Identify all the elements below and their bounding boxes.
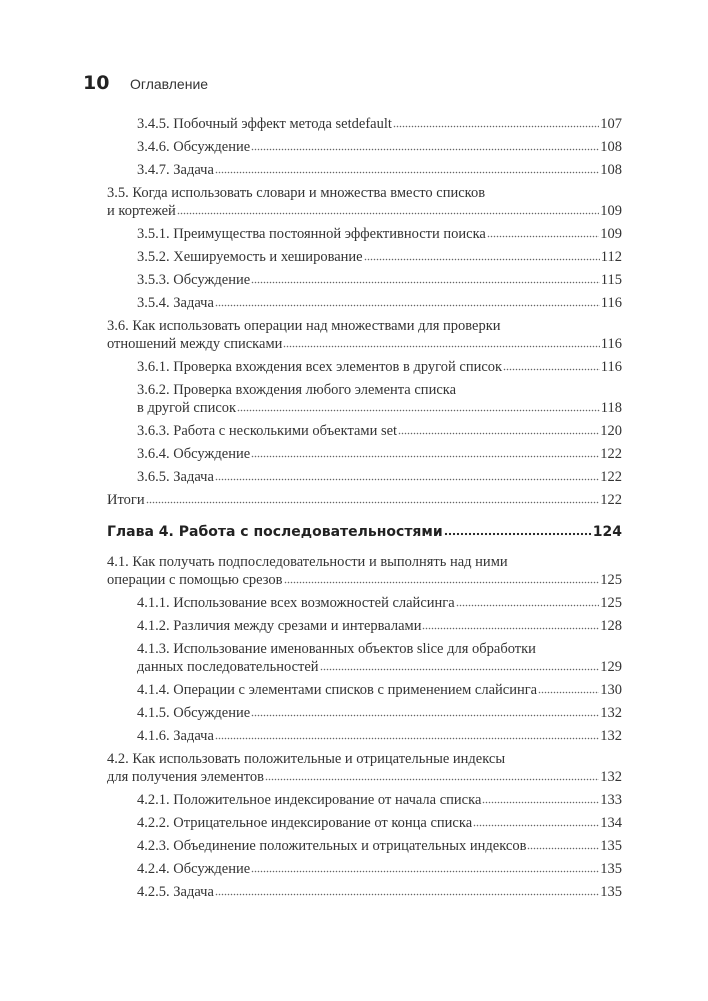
entry-page-number: 124	[592, 524, 622, 540]
entry-page-number: 135	[600, 884, 622, 900]
entry-page-number: 132	[600, 769, 622, 785]
entry-title: 4.1.6. Задача	[137, 728, 214, 744]
toc-entry[interactable]	[107, 271, 622, 289]
entry-page-number: 107	[600, 116, 622, 132]
entry-title: данных последовательностей	[137, 659, 319, 675]
entry-title: 3.5.1. Преимущества постоянной эффективности поиска	[137, 226, 486, 242]
entry-title: 4.1.5. Обсуждение	[137, 705, 251, 721]
entry-title: 3.6.3. Работа с несколькими объектами set	[137, 423, 398, 439]
dot-leader	[237, 408, 600, 412]
entry-title: Глава 4. Работа с последовательностями	[107, 524, 443, 540]
dot-leader	[215, 892, 599, 896]
entry-title: для получения элементов	[107, 769, 265, 785]
toc-entry[interactable]	[107, 161, 622, 179]
entry-page-number: 134	[600, 815, 622, 831]
entry-title: в другой список	[137, 400, 237, 416]
toc-entry[interactable]	[107, 248, 622, 266]
dot-leader	[265, 777, 599, 781]
entry-title: 3.4.6. Обсуждение	[137, 139, 251, 155]
dot-leader	[146, 500, 600, 504]
toc-entry[interactable]	[107, 617, 622, 635]
toc-entry[interactable]	[107, 860, 622, 878]
entry-title: 4.1.4. Операции с элементами списков с применением слайсинга	[137, 682, 538, 698]
dot-leader	[251, 454, 599, 458]
toc-entry[interactable]	[107, 138, 622, 156]
entry-page-number: 130	[600, 682, 622, 698]
dot-leader	[398, 431, 599, 435]
entry-page-number: 116	[600, 295, 622, 311]
entry-title-line: 3.6. Как использовать операции над множествами для проверки	[107, 318, 501, 334]
entry-title: 3.4.7. Задача	[137, 162, 214, 178]
entry-page-number: 112	[600, 249, 622, 265]
toc-entry[interactable]	[107, 184, 622, 220]
dot-leader	[527, 846, 599, 850]
toc-entry[interactable]	[107, 225, 622, 243]
entry-title: операции с помощью срезов	[107, 572, 283, 588]
toc-entry[interactable]	[107, 704, 622, 722]
dot-leader	[251, 713, 599, 717]
entry-title-line: 3.5. Когда использовать словари и множества вместо списков	[107, 185, 486, 201]
running-title: Оглавление	[130, 76, 209, 92]
entry-title: 4.1.1. Использование всех возможностей слайсинга	[137, 595, 455, 611]
dot-leader	[215, 736, 599, 740]
toc-entry[interactable]	[107, 750, 622, 786]
toc-entry[interactable]	[107, 681, 622, 699]
entry-page-number: 125	[600, 595, 622, 611]
entry-page-number: 133	[600, 792, 622, 808]
toc-entry[interactable]	[107, 317, 622, 353]
dot-leader	[538, 690, 599, 694]
toc-entry[interactable]	[107, 883, 622, 901]
entry-page-number: 135	[600, 861, 622, 877]
toc-entry[interactable]	[107, 422, 622, 440]
entry-page-number: 120	[600, 423, 622, 439]
entry-page-number: 109	[600, 226, 622, 242]
toc-entry[interactable]	[107, 294, 622, 312]
entry-title: 4.2.4. Обсуждение	[137, 861, 251, 877]
entry-title: 4.1.2. Различия между срезами и интервалами	[137, 618, 422, 634]
dot-leader	[364, 257, 600, 261]
dot-leader	[215, 477, 599, 481]
dot-leader	[215, 170, 599, 174]
toc-entry[interactable]	[107, 640, 622, 676]
toc-entry[interactable]	[107, 358, 622, 376]
dot-leader	[283, 344, 599, 348]
entry-page-number: 122	[600, 469, 622, 485]
dot-leader	[320, 667, 600, 671]
entry-title: 3.6.1. Проверка вхождения всех элементов в другой список	[137, 359, 503, 375]
dot-leader	[487, 234, 599, 238]
entry-page-number: 116	[600, 336, 622, 352]
entry-page-number: 116	[600, 359, 622, 375]
entry-page-number: 128	[600, 618, 622, 634]
dot-leader	[215, 303, 600, 307]
toc-entry[interactable]	[107, 791, 622, 809]
entry-title: 4.2.3. Объединение положительных и отрицательных индексов	[137, 838, 527, 854]
dot-leader	[482, 800, 599, 804]
entry-page-number: 108	[600, 139, 622, 155]
entry-title: Итоги	[107, 492, 145, 508]
dot-leader	[456, 603, 600, 607]
toc-entry[interactable]	[107, 491, 622, 509]
entry-title: и кортежей	[107, 203, 176, 219]
entry-title: 3.5.3. Обсуждение	[137, 272, 251, 288]
page-header	[83, 72, 208, 94]
entry-page-number: 125	[600, 572, 622, 588]
entry-page-number: 122	[600, 492, 622, 508]
entry-title-line: 4.1. Как получать подпоследовательности и выполнять над ними	[107, 554, 508, 570]
entry-title: 3.4.5. Побочный эффект метода setdefault	[137, 116, 392, 132]
toc-entry[interactable]	[107, 814, 622, 832]
toc-entry[interactable]	[107, 727, 622, 745]
toc-entry[interactable]	[107, 468, 622, 486]
entry-page-number: 108	[600, 162, 622, 178]
toc-entry[interactable]	[107, 381, 622, 417]
entry-page-number: 132	[600, 705, 622, 721]
entry-title: 4.2.5. Задача	[137, 884, 214, 900]
entry-page-number: 122	[600, 446, 622, 462]
toc-entry[interactable]	[107, 837, 622, 855]
toc-entry[interactable]	[107, 445, 622, 463]
entry-title: 3.5.4. Задача	[137, 295, 214, 311]
toc-entry[interactable]	[107, 594, 622, 612]
dot-leader	[284, 580, 600, 584]
dot-leader	[177, 211, 599, 215]
entry-page-number: 109	[600, 203, 622, 219]
dot-leader	[422, 626, 599, 630]
toc-chapter-entry[interactable]	[107, 523, 622, 541]
dot-leader	[444, 532, 592, 536]
toc-entry[interactable]	[107, 553, 622, 589]
entry-title: 4.2.2. Отрицательное индексирование от конца списка	[137, 815, 473, 831]
dot-leader	[503, 367, 600, 371]
dot-leader	[251, 869, 599, 873]
page-number: 10	[83, 72, 110, 94]
entry-title-line: 4.1.3. Использование именованных объектов slice для обработки	[137, 641, 536, 657]
dot-leader	[473, 823, 599, 827]
dot-leader	[393, 124, 599, 128]
entry-page-number: 135	[600, 838, 622, 854]
entry-title: 3.6.5. Задача	[137, 469, 214, 485]
entry-title: 3.5.2. Хешируемость и хеширование	[137, 249, 363, 265]
entry-page-number: 115	[600, 272, 622, 288]
entry-title-line: 4.2. Как использовать положительные и отрицательные индексы	[107, 751, 506, 767]
entry-title: отношений между списками	[107, 336, 283, 352]
entry-title: 4.2.1. Положительное индексирование от начала списка	[137, 792, 482, 808]
entry-page-number: 118	[600, 400, 622, 416]
toc-entry[interactable]	[107, 115, 622, 133]
dot-leader	[251, 280, 600, 284]
entry-title-line: 3.6.2. Проверка вхождения любого элемента списка	[137, 382, 457, 398]
entry-page-number: 129	[600, 659, 622, 675]
entry-page-number: 132	[600, 728, 622, 744]
entry-title: 3.6.4. Обсуждение	[137, 446, 251, 462]
table-of-contents	[107, 115, 622, 906]
dot-leader	[251, 147, 599, 151]
